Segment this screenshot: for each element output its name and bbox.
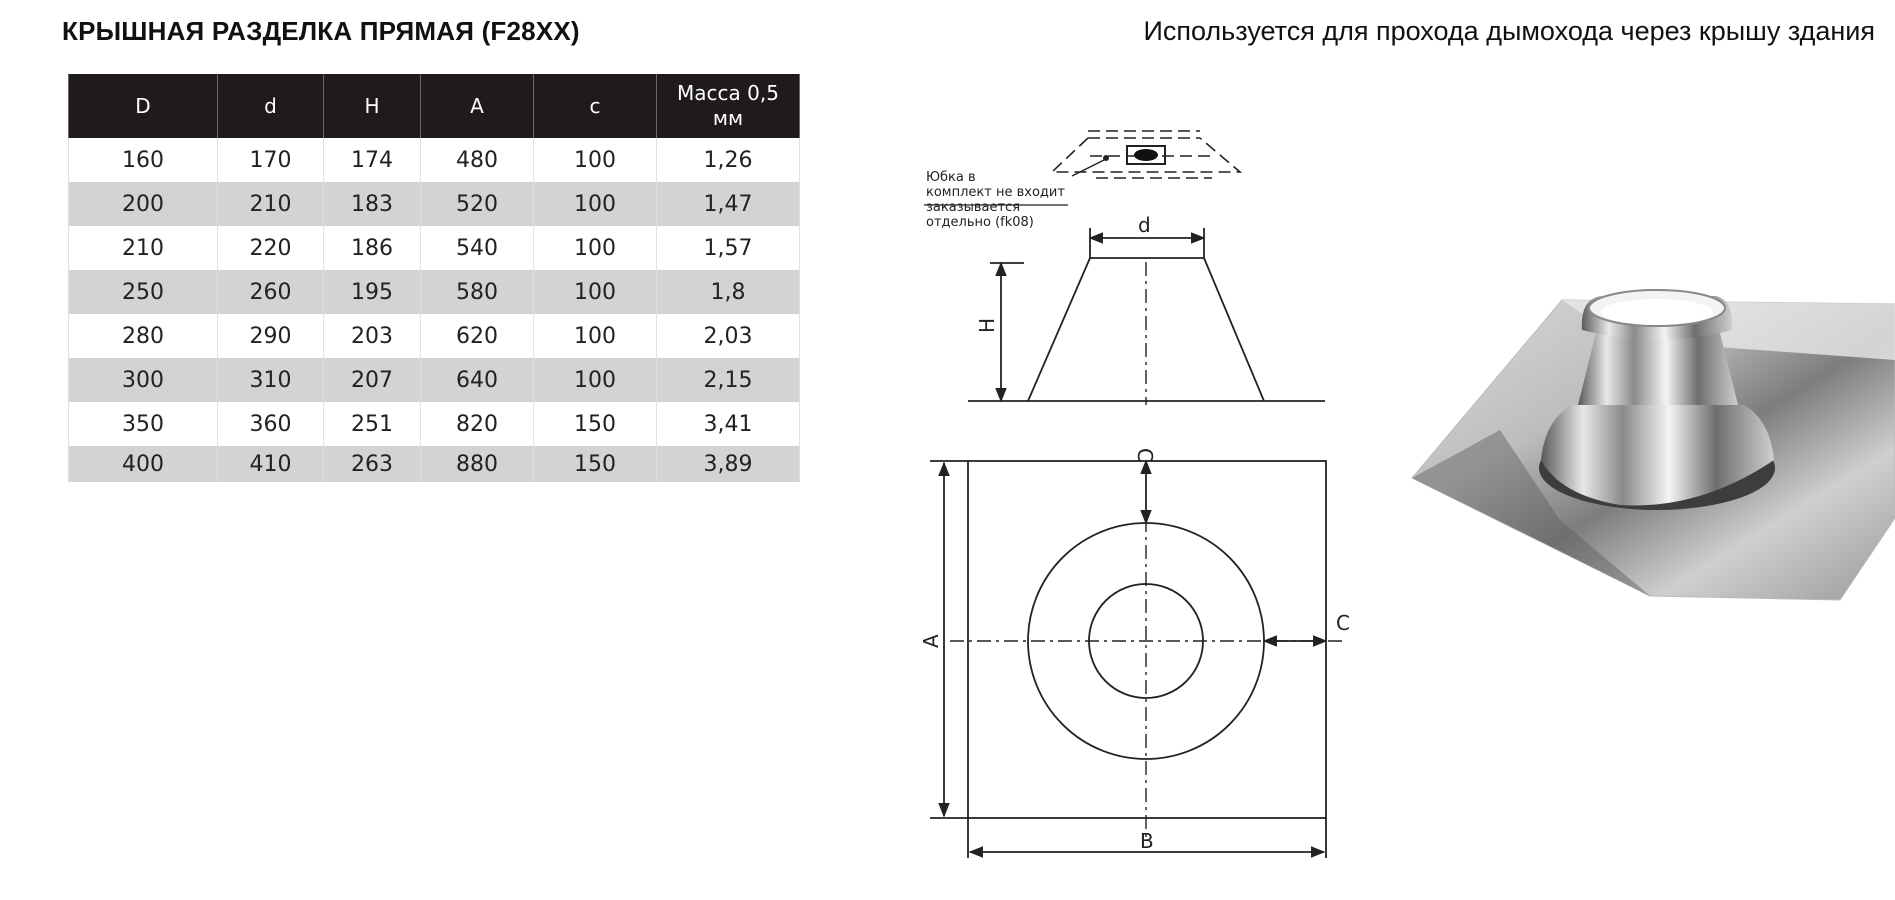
header-mass: Масса 0,5 мм — [657, 74, 800, 138]
cell: 183 — [324, 182, 421, 226]
cell: 480 — [421, 138, 534, 182]
cell: 520 — [421, 182, 534, 226]
cell: 207 — [324, 358, 421, 402]
cell: 1,57 — [657, 226, 800, 270]
cell: 174 — [324, 138, 421, 182]
note-leader — [1072, 160, 1104, 176]
cell: 540 — [421, 226, 534, 270]
cell: 100 — [534, 138, 657, 182]
header-d: d — [218, 74, 324, 138]
cell: 100 — [534, 314, 657, 358]
cell: 1,47 — [657, 182, 800, 226]
dim-label-B: B — [1140, 829, 1154, 853]
cell: 820 — [421, 402, 534, 446]
dim-label-C-right: C — [1336, 611, 1350, 635]
header-c: c — [534, 74, 657, 138]
skirt-note-line1: Юбка в — [926, 170, 976, 185]
cell: 210 — [218, 182, 324, 226]
cell: 3,89 — [657, 446, 800, 482]
cell: 100 — [534, 270, 657, 314]
page-subtitle: Используется для прохода дымохода через крышу здания — [1143, 16, 1875, 46]
cell: 640 — [421, 358, 534, 402]
cell: 290 — [218, 314, 324, 358]
cell: 2,15 — [657, 358, 800, 402]
note-leader-dot — [1103, 155, 1109, 161]
cell: 360 — [218, 402, 324, 446]
cell: 2,03 — [657, 314, 800, 358]
cell: 100 — [534, 226, 657, 270]
page-title: КРЫШНАЯ РАЗДЕЛКА ПРЯМАЯ (F28XX) — [62, 16, 580, 46]
plan-view — [930, 461, 1344, 858]
header-D: D — [69, 74, 218, 138]
cell: 260 — [218, 270, 324, 314]
skirt-bolt-icon — [1134, 149, 1158, 161]
dim-label-H: H — [975, 317, 999, 333]
cell: 100 — [534, 182, 657, 226]
skirt-note-line3: заказывается — [926, 200, 1021, 215]
cell: 1,26 — [657, 138, 800, 182]
cell: 280 — [69, 314, 218, 358]
cell: 170 — [218, 138, 324, 182]
cell: 186 — [324, 226, 421, 270]
cell: 251 — [324, 402, 421, 446]
cell: 220 — [218, 226, 324, 270]
cell: 100 — [534, 358, 657, 402]
cell: 3,41 — [657, 402, 800, 446]
dim-label-C-top: C — [1133, 448, 1157, 462]
dim-label-d: d — [1138, 213, 1151, 237]
cell: 620 — [421, 314, 534, 358]
cell: 160 — [69, 138, 218, 182]
product-illustration — [1412, 290, 1895, 600]
cell: 263 — [324, 446, 421, 482]
cell: 580 — [421, 270, 534, 314]
cell: 410 — [218, 446, 324, 482]
cell: 203 — [324, 314, 421, 358]
skirt-note-line4: отдельно (fk08) — [926, 215, 1034, 230]
header-H: H — [324, 74, 421, 138]
cell: 880 — [421, 446, 534, 482]
cell: 150 — [534, 402, 657, 446]
side-view — [968, 228, 1325, 405]
cell: 250 — [69, 270, 218, 314]
cell: 300 — [69, 358, 218, 402]
cell: 310 — [218, 358, 324, 402]
cell: 400 — [69, 446, 218, 482]
skirt-note — [926, 170, 1065, 230]
dim-label-A: A — [919, 634, 943, 648]
cell: 195 — [324, 270, 421, 314]
header-A: A — [421, 74, 534, 138]
cell: 150 — [534, 446, 657, 482]
cell: 1,8 — [657, 270, 800, 314]
cell: 350 — [69, 402, 218, 446]
skirt-note-line2: комплект не входит — [926, 185, 1065, 200]
cell: 210 — [69, 226, 218, 270]
cell: 200 — [69, 182, 218, 226]
